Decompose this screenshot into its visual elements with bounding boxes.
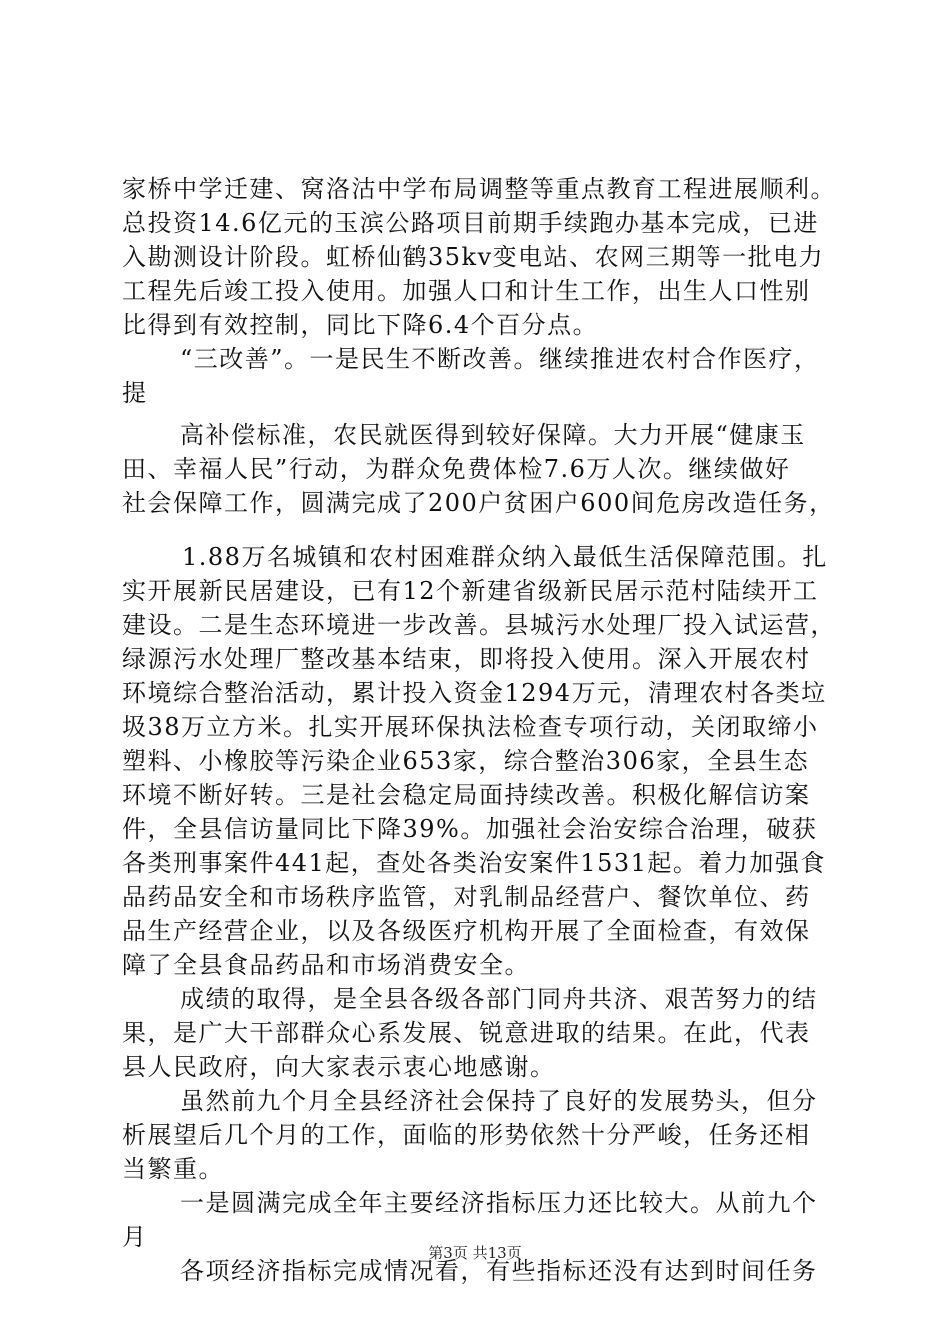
text-line: “三改善”。一是民生不断改善。继续推进农村合作医疗， <box>180 345 820 373</box>
text-line: 月 <box>122 1223 148 1251</box>
text-line: 绿源污水处理厂整改基本结束，即将投入使用。深入开展农村 <box>122 645 811 673</box>
text-line: 当繁重。 <box>122 1155 224 1183</box>
text-line: 田、幸福人民”行动，为群众免费体检7.6万人次。继续做好 <box>122 455 791 483</box>
text-line: 环境不断好转。三是社会稳定局面持续改善。积极化解信访案 <box>122 781 811 809</box>
text-line: 县人民政府，向大家表示衷心地感谢。 <box>122 1053 556 1081</box>
text-line: 社会保障工作，圆满完成了200户贫困户600间危房改造任务， <box>122 489 835 517</box>
text-line: 析展望后几个月的工作，面临的形势依然十分严峻，任务还相 <box>122 1121 811 1149</box>
text-line: 各类刑事案件441起，查处各类治安案件1531起。着力加强食 <box>122 849 826 877</box>
text-line: 件，全县信访量同比下降39%。加强社会治安综合治理，破获 <box>122 815 818 843</box>
text-line: 工程先后竣工投入使用。加强人口和计生工作，出生人口性别 <box>122 277 811 305</box>
text-line: 家桥中学迁建、窝洛沽中学布局调整等重点教育工程进展顺利。 <box>122 175 836 203</box>
text-line: 果，是广大干部群众心系发展、锐意进取的结果。在此，代表 <box>122 1019 811 1047</box>
text-line: 总投资14.6亿元的玉滨公路项目前期手续跑办基本完成，已进 <box>122 209 819 237</box>
text-line: 障了全县食品药品和市场消费安全。 <box>122 951 530 979</box>
text-line: 虽然前九个月全县经济社会保持了良好的发展势头，但分 <box>180 1087 818 1115</box>
document-body <box>122 172 842 1288</box>
text-line: 实开展新民居建设，已有12个新建省级新民居示范村陆续开工 <box>122 577 819 605</box>
text-line: 1.88万名城镇和农村困难群众纳入最低生活保障范围。扎 <box>182 543 828 571</box>
text-line: 入勘测设计阶段。虹桥仙鹤35kv变电站、农网三期等一批电力 <box>122 243 825 271</box>
text-line: 比得到有效控制，同比下降6.4个百分点。 <box>122 311 599 339</box>
text-line: 高补偿标准，农民就医得到较好保障。大力开展“健康玉 <box>180 421 806 449</box>
text-line: 圾38万立方米。扎实开展环保执法检查专项行动，关闭取缔小 <box>122 713 819 741</box>
text-line: 塑料、小橡胶等污染企业653家，综合整治306家，全县生态 <box>122 747 810 775</box>
text-line: 品生产经营企业，以及各级医疗机构开展了全面检查，有效保 <box>122 917 811 945</box>
text-line: 提 <box>122 379 148 407</box>
text-line: 一是圆满完成全年主要经济指标压力还比较大。从前九个 <box>180 1189 818 1217</box>
text-line: 建设。二是生态环境进一步改善。县城污水处理厂投入试运营， <box>122 611 836 639</box>
text-line: 各项经济指标完成情况看，有些指标还没有达到时间任务 <box>180 1257 818 1285</box>
text-line: 环境综合整治活动，累计投入资金1294万元，清理农村各类垃 <box>122 679 827 707</box>
page-number-footer: 第3页 共13页 <box>428 1244 522 1262</box>
text-line: 成绩的取得，是全县各级各部门同舟共济、艰苦努力的结 <box>180 985 818 1013</box>
text-line: 品药品安全和市场秩序监管，对乳制品经营户、餐饮单位、药 <box>122 883 811 911</box>
